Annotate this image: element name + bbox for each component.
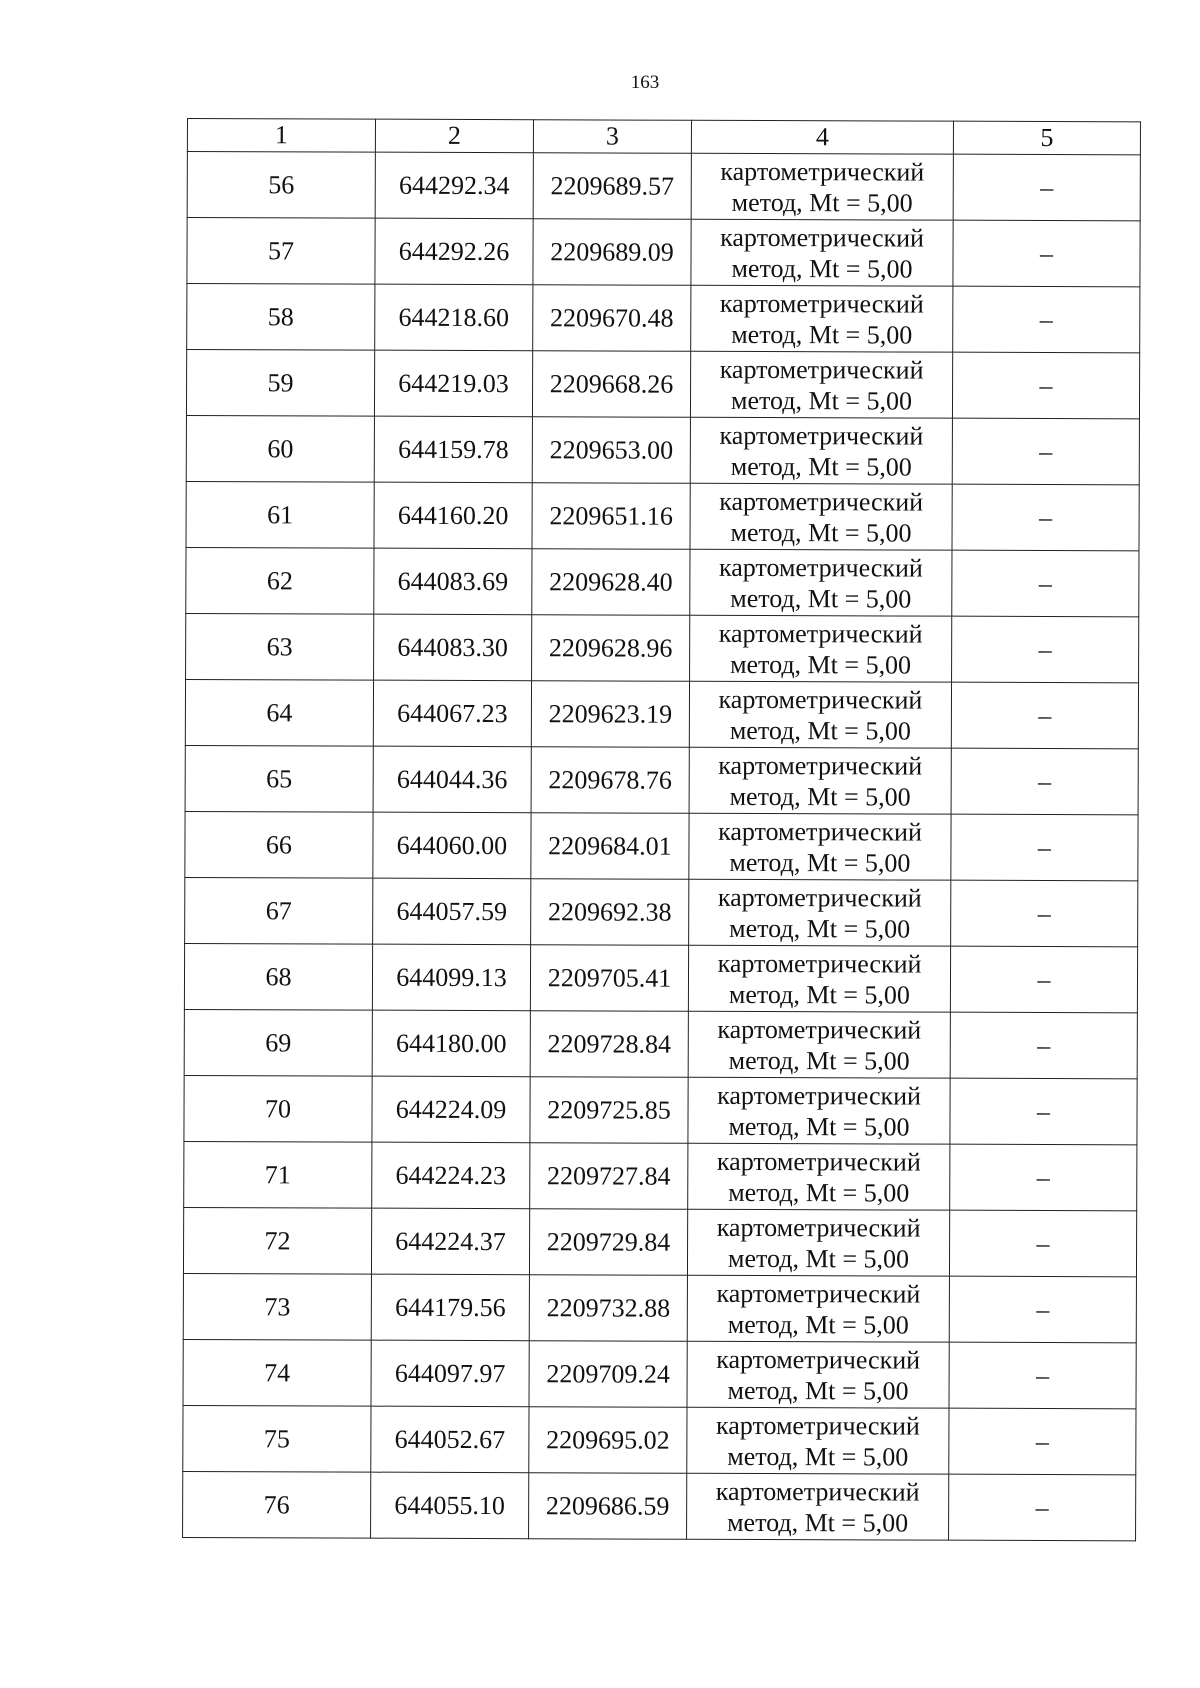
x-coordinate-cell: 644060.00 [373, 812, 531, 879]
x-coordinate-cell: 644180.00 [372, 1010, 530, 1077]
method-accuracy: метод, Mt = 5,00 [729, 847, 911, 878]
method-accuracy: метод, Mt = 5,00 [727, 1375, 909, 1406]
table-header [187, 119, 1140, 155]
x-coordinate-cell: 644055.10 [371, 1472, 529, 1539]
method-name: картометрический [715, 1476, 920, 1507]
col5-cell: – [950, 1012, 1137, 1079]
method-cell [691, 285, 953, 352]
point-number-cell: 67 [185, 877, 373, 944]
table-row [185, 679, 1138, 748]
method-name: картометрический [717, 1080, 922, 1111]
y-coordinate-cell: 2209705.41 [530, 945, 688, 1012]
x-coordinate-cell: 644218.60 [375, 284, 533, 351]
point-number-cell: 58 [187, 284, 375, 351]
point-number-cell: 63 [186, 613, 374, 680]
point-number-cell: 57 [187, 218, 375, 285]
x-coordinate-cell: 644160.20 [374, 482, 532, 549]
method-accuracy: метод, Mt = 5,00 [730, 583, 912, 614]
method-cell [690, 615, 952, 682]
y-coordinate-cell: 2209651.16 [532, 483, 690, 550]
header-row [187, 119, 1140, 155]
method-name: картометрический [720, 222, 925, 253]
col5-cell: – [949, 1408, 1136, 1475]
point-number-cell: 60 [186, 415, 374, 482]
point-number-cell: 66 [185, 811, 373, 878]
col5-cell: – [952, 352, 1139, 419]
col5-cell: – [951, 682, 1138, 749]
header-col-2: 2 [375, 119, 533, 153]
point-number-cell: 59 [186, 350, 374, 417]
table-row [187, 284, 1140, 353]
table-row [183, 1207, 1136, 1276]
method-name: картометрический [718, 750, 923, 781]
col5-cell: – [952, 550, 1139, 617]
col5-cell: – [950, 1144, 1137, 1211]
method-name: картометрический [715, 1410, 920, 1441]
table-row [184, 1075, 1137, 1144]
col5-cell: – [951, 814, 1138, 881]
col5-cell: – [953, 154, 1140, 221]
y-coordinate-cell: 2209653.00 [532, 417, 690, 484]
y-coordinate-cell: 2209732.88 [529, 1275, 687, 1342]
method-name: картометрический [716, 1212, 921, 1243]
method-cell [690, 549, 952, 616]
method-cell [689, 879, 951, 946]
y-coordinate-cell: 2209623.19 [531, 681, 689, 748]
x-coordinate-cell: 644292.26 [375, 218, 533, 285]
col5-cell: – [952, 484, 1139, 551]
y-coordinate-cell: 2209686.59 [529, 1473, 687, 1540]
y-coordinate-cell: 2209689.09 [533, 219, 691, 286]
method-accuracy: метод, Mt = 5,00 [727, 1441, 909, 1472]
y-coordinate-cell: 2209692.38 [531, 879, 689, 946]
table-row [183, 1339, 1136, 1408]
table-row [186, 415, 1139, 484]
y-coordinate-cell: 2209728.84 [530, 1011, 688, 1078]
method-cell [691, 219, 953, 286]
point-number-cell: 71 [184, 1141, 372, 1208]
col5-cell: – [949, 1342, 1136, 1409]
method-cell [690, 417, 952, 484]
x-coordinate-cell: 644052.67 [371, 1406, 529, 1473]
table-row [183, 1471, 1136, 1540]
method-name: картометрический [718, 552, 923, 583]
method-cell [688, 945, 950, 1012]
point-number-cell: 75 [183, 1405, 371, 1472]
y-coordinate-cell: 2209628.96 [532, 615, 690, 682]
point-number-cell: 69 [184, 1009, 372, 1076]
point-number-cell: 76 [183, 1471, 371, 1538]
method-name: картометрический [718, 684, 923, 715]
table-row [185, 877, 1138, 946]
x-coordinate-cell: 644099.13 [372, 944, 530, 1011]
point-number-cell: 72 [183, 1207, 371, 1274]
point-number-cell: 65 [185, 745, 373, 812]
method-accuracy: метод, Mt = 5,00 [728, 979, 910, 1010]
method-accuracy: метод, Mt = 5,00 [729, 715, 911, 746]
y-coordinate-cell: 2209725.85 [530, 1077, 688, 1144]
y-coordinate-cell: 2209727.84 [530, 1143, 688, 1210]
point-number-cell: 68 [184, 943, 372, 1010]
col5-cell: – [953, 286, 1140, 353]
method-name: картометрический [719, 288, 924, 319]
y-coordinate-cell: 2209668.26 [532, 351, 690, 418]
method-name: картометрический [717, 1014, 922, 1045]
method-accuracy: метод, Mt = 5,00 [730, 385, 913, 416]
method-accuracy: метод, Mt = 5,00 [727, 1243, 910, 1274]
method-accuracy: метод, Mt = 5,00 [728, 1045, 910, 1076]
point-number-cell: 61 [186, 481, 374, 548]
method-accuracy: метод, Mt = 5,00 [730, 451, 912, 482]
col5-cell: – [951, 748, 1138, 815]
header-col-3: 3 [533, 120, 691, 154]
x-coordinate-cell: 644044.36 [373, 746, 531, 813]
method-accuracy: метод, Mt = 5,00 [727, 1309, 909, 1340]
method-cell [687, 1407, 949, 1474]
x-coordinate-cell: 644159.78 [374, 416, 532, 483]
method-cell [687, 1341, 949, 1408]
x-coordinate-cell: 644067.23 [373, 680, 531, 747]
method-accuracy: метод, Mt = 5,00 [731, 253, 913, 284]
table-row [183, 1405, 1136, 1474]
x-coordinate-cell: 644097.97 [371, 1340, 529, 1407]
method-name: картометрический [718, 816, 922, 847]
method-accuracy: метод, Mt = 5,00 [728, 1111, 910, 1142]
col5-cell: – [949, 1474, 1136, 1541]
table-row [184, 1141, 1137, 1210]
point-number-cell: 62 [186, 547, 374, 614]
method-accuracy: метод, Mt = 5,00 [727, 1507, 909, 1538]
method-cell [688, 1011, 950, 1078]
table-row [186, 350, 1139, 419]
y-coordinate-cell: 2209709.24 [529, 1341, 687, 1408]
y-coordinate-cell: 2209684.01 [531, 813, 689, 880]
method-accuracy: метод, Mt = 5,00 [728, 1177, 910, 1208]
table-row [186, 547, 1139, 616]
method-cell [687, 1473, 949, 1540]
col5-cell: – [951, 880, 1138, 947]
col5-cell: – [950, 1078, 1137, 1145]
x-coordinate-cell: 644083.69 [374, 548, 532, 615]
header-col-4: 4 [691, 120, 953, 154]
y-coordinate-cell: 2209695.02 [529, 1407, 687, 1474]
col5-cell: – [953, 220, 1140, 287]
col5-cell: – [949, 1210, 1136, 1277]
table-body [183, 152, 1141, 1541]
method-name: картометрический [719, 486, 924, 517]
x-coordinate-cell: 644224.09 [372, 1076, 530, 1143]
x-coordinate-cell: 644292.34 [375, 152, 533, 219]
table-row [186, 613, 1139, 682]
y-coordinate-cell: 2209670.48 [533, 285, 691, 352]
method-accuracy: метод, Mt = 5,00 [729, 781, 911, 812]
header-col-1: 1 [187, 119, 375, 153]
table-row [184, 943, 1137, 1012]
point-number-cell: 74 [183, 1339, 371, 1406]
method-cell [688, 1143, 950, 1210]
x-coordinate-cell: 644224.23 [372, 1142, 530, 1209]
x-coordinate-cell: 644057.59 [373, 878, 531, 945]
method-accuracy: метод, Mt = 5,00 [730, 517, 912, 548]
point-number-cell: 64 [185, 679, 373, 746]
method-name: картометрический [717, 948, 922, 979]
table-row [187, 218, 1140, 287]
method-name: картометрический [716, 1344, 921, 1375]
y-coordinate-cell: 2209729.84 [529, 1209, 687, 1276]
header-col-5: 5 [953, 121, 1140, 155]
table-row [184, 1009, 1137, 1078]
x-coordinate-cell: 644224.37 [371, 1208, 529, 1275]
col5-cell: – [952, 418, 1139, 485]
x-coordinate-cell: 644179.56 [371, 1274, 529, 1341]
x-coordinate-cell: 644083.30 [374, 614, 532, 681]
table-row [185, 811, 1138, 880]
method-accuracy: метод, Mt = 5,00 [731, 319, 913, 350]
method-cell [689, 813, 951, 880]
method-name: картометрический [718, 618, 923, 649]
coordinates-table [182, 118, 1141, 1541]
table-row [183, 1273, 1136, 1342]
method-name: картометрический [717, 882, 922, 913]
method-name: картометрический [716, 1146, 921, 1177]
y-coordinate-cell: 2209628.40 [532, 549, 690, 616]
y-coordinate-cell: 2209689.57 [533, 153, 691, 220]
col5-cell: – [950, 946, 1137, 1013]
table-row [185, 745, 1138, 814]
col5-cell: – [949, 1276, 1136, 1343]
y-coordinate-cell: 2209678.76 [531, 747, 689, 814]
method-cell [691, 153, 953, 220]
method-accuracy: метод, Mt = 5,00 [730, 649, 912, 680]
point-number-cell: 56 [187, 152, 375, 219]
method-accuracy: метод, Mt = 5,00 [731, 187, 913, 218]
method-cell [688, 1077, 950, 1144]
method-name: картометрический [716, 1278, 921, 1309]
method-cell [689, 747, 951, 814]
x-coordinate-cell: 644219.03 [374, 350, 532, 417]
method-name: картометрический [719, 354, 924, 385]
table-row [186, 481, 1139, 550]
table-row [187, 152, 1140, 221]
method-name: картометрический [719, 420, 924, 451]
method-accuracy: метод, Mt = 5,00 [729, 913, 911, 944]
method-cell [689, 681, 951, 748]
point-number-cell: 70 [184, 1075, 372, 1142]
page-number: 163 [630, 72, 660, 93]
method-name: картометрический [720, 156, 925, 187]
method-cell [687, 1275, 949, 1342]
method-cell [690, 351, 952, 418]
col5-cell: – [952, 616, 1139, 683]
method-cell [690, 483, 952, 550]
point-number-cell: 73 [183, 1273, 371, 1340]
method-cell [687, 1209, 949, 1276]
